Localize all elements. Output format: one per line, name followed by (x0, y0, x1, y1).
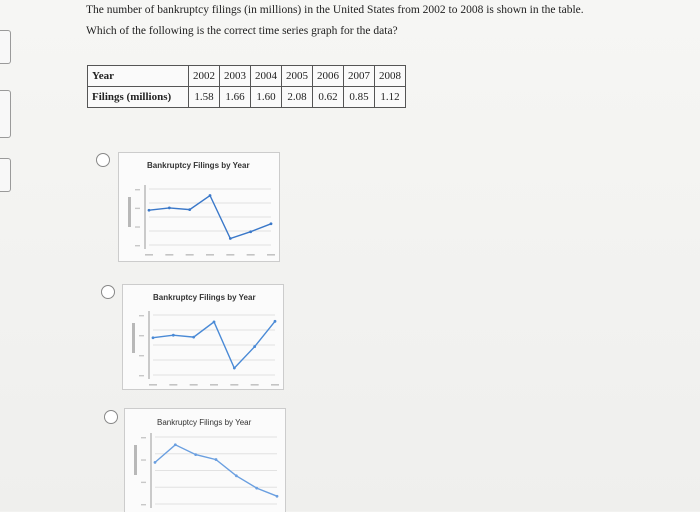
data-point (188, 208, 191, 211)
filings-cell: 1.58 (189, 87, 220, 108)
option-a-radio[interactable] (96, 153, 110, 167)
data-point (154, 461, 157, 464)
y-tick-mark (141, 482, 146, 483)
x-tick-mark (165, 254, 173, 256)
y-tick-mark (135, 245, 140, 246)
y-tick-mark (141, 504, 146, 505)
data-point (276, 495, 279, 498)
data-point (255, 487, 258, 490)
option-c-graph[interactable] (124, 408, 286, 512)
y-tick-mark (135, 189, 140, 190)
x-tick-mark (226, 254, 234, 256)
data-table (87, 65, 406, 108)
table-row (88, 87, 406, 108)
data-point (209, 194, 212, 197)
chart-svg (123, 285, 283, 389)
data-point (213, 321, 216, 324)
filings-header: Filings (millions) (88, 87, 189, 108)
x-tick-mark (186, 254, 194, 256)
year-cell: 2004 (251, 66, 282, 87)
data-point (235, 474, 238, 477)
year-cell: 2003 (220, 66, 251, 87)
y-tick-mark (141, 459, 146, 460)
option-c-radio[interactable] (104, 410, 118, 424)
filings-cell: 1.12 (375, 87, 406, 108)
x-tick-mark (251, 384, 259, 386)
y-tick-mark (135, 226, 140, 227)
option-b-graph[interactable] (122, 284, 284, 390)
data-point (192, 336, 195, 339)
option-a-graph[interactable] (118, 152, 280, 262)
x-tick-mark (247, 254, 255, 256)
chart-svg (119, 153, 279, 261)
y-tick-mark (139, 315, 144, 316)
year-cell: 2005 (282, 66, 313, 87)
table-row (88, 66, 406, 87)
x-tick-mark (190, 384, 198, 386)
data-point (194, 453, 197, 456)
side-tab[interactable] (0, 30, 11, 64)
side-tab[interactable] (0, 158, 11, 192)
data-point (270, 222, 273, 225)
x-tick-mark (230, 384, 238, 386)
year-cell: 2006 (313, 66, 344, 87)
x-tick-mark (206, 254, 214, 256)
data-point (168, 206, 171, 209)
data-point (152, 336, 155, 339)
option-b-graph-title: Bankruptcy Filings by Year (153, 293, 256, 302)
y-axis-label-mark (132, 323, 135, 353)
x-tick-mark (271, 384, 279, 386)
filings-cell: 1.66 (220, 87, 251, 108)
x-tick-mark (267, 254, 275, 256)
x-tick-mark (210, 384, 218, 386)
y-tick-mark (139, 355, 144, 356)
filings-cell: 1.60 (251, 87, 282, 108)
y-tick-mark (139, 375, 144, 376)
data-point (249, 230, 252, 233)
data-point (148, 209, 151, 212)
y-axis-label-mark (128, 197, 131, 227)
y-tick-mark (135, 208, 140, 209)
y-tick-mark (139, 335, 144, 336)
y-tick-mark (141, 437, 146, 438)
question-line-1: The number of bankruptcy filings (in millions) in the United States from 2002 to 2008 is shown in the table. (86, 4, 584, 16)
data-point (233, 367, 236, 370)
year-cell: 2008 (375, 66, 406, 87)
chart-svg (125, 409, 285, 512)
left-edge-tabs (0, 0, 14, 511)
data-point (274, 320, 277, 323)
filings-cell: 2.08 (282, 87, 313, 108)
side-tab[interactable] (0, 90, 11, 138)
year-cell: 2007 (344, 66, 375, 87)
data-point (215, 458, 218, 461)
filings-cell: 0.62 (313, 87, 344, 108)
data-point (172, 334, 175, 337)
x-tick-mark (169, 384, 177, 386)
option-a-graph-title: Bankruptcy Filings by Year (147, 161, 250, 170)
option-b-radio[interactable] (101, 285, 115, 299)
year-cell: 2002 (189, 66, 220, 87)
y-axis-label-mark (134, 445, 137, 475)
data-point (253, 345, 256, 348)
filings-cell: 0.85 (344, 87, 375, 108)
question-line-2: Which of the following is the correct time series graph for the data? (86, 25, 398, 37)
data-point (229, 237, 232, 240)
x-tick-mark (145, 254, 153, 256)
year-header: Year (88, 66, 189, 87)
option-c-graph-title: Bankruptcy Filings by Year (157, 418, 252, 427)
data-point (174, 443, 177, 446)
x-tick-mark (149, 384, 157, 386)
